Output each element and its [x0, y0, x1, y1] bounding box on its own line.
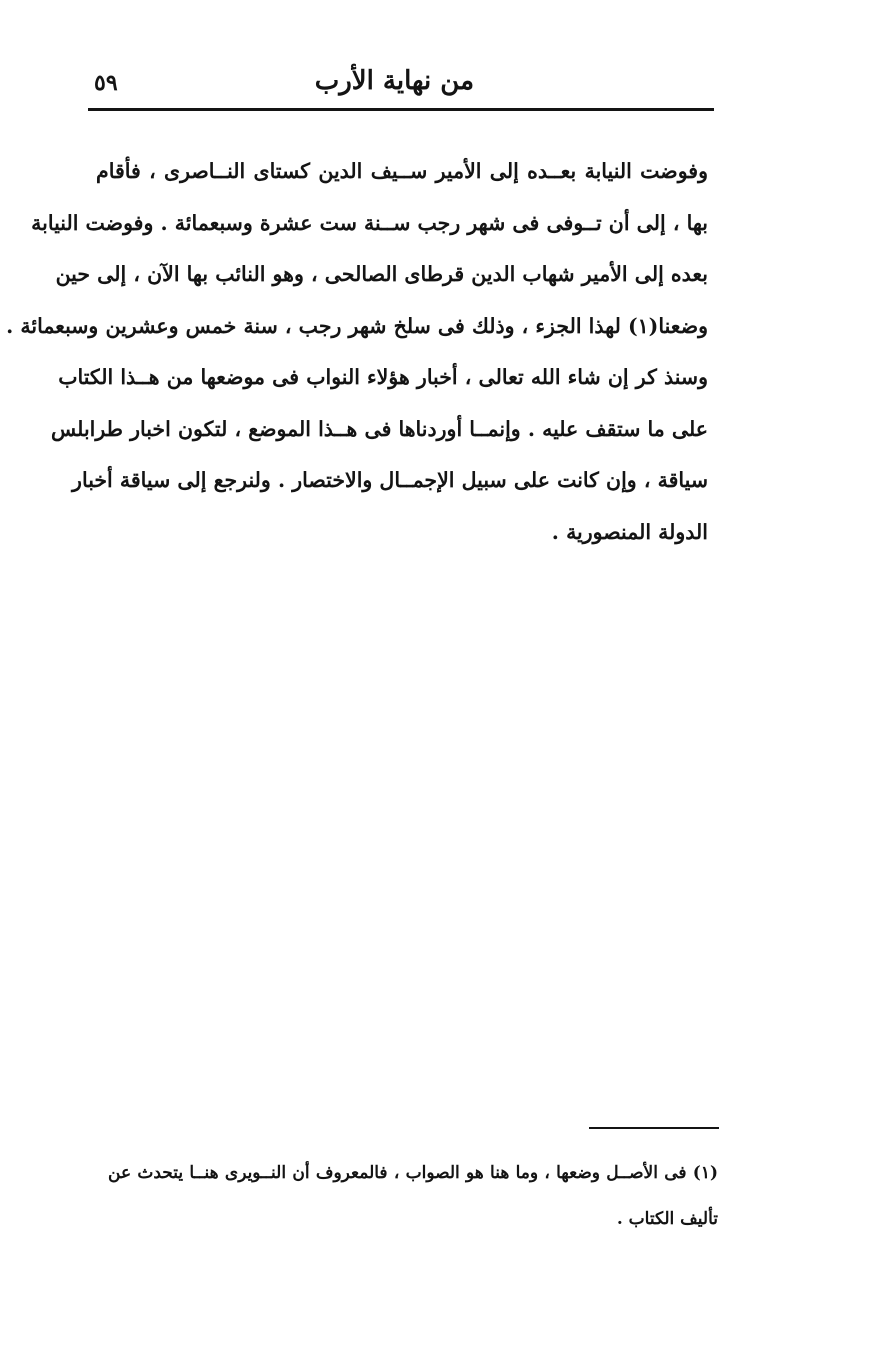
- running-title: من نهاية الأرب: [314, 66, 474, 96]
- main-text: [6, 146, 708, 558]
- text-line: بعده إلى الأمير شهاب الدين قرطاى الصالحى ، وهو النائب بها الآن ، إلى حين: [55, 262, 708, 286]
- footnote-rule: [589, 1127, 719, 1129]
- footnote-line: تأليف الكتاب .: [616, 1209, 718, 1229]
- running-header: [88, 62, 714, 106]
- text-line: وفوضت النيابة بعــده إلى الأمير ســيف الدين كستاى النــاصرى ، فأقام: [96, 159, 708, 183]
- text-line: سياقة ، وإن كانت على سبيل الإجمــال والاختصار . ولنرجع إلى سياقة أخبار: [72, 468, 708, 492]
- text-line: على ما ستقف عليه . وإنمــا أوردناها فى هــذا الموضع ، لتكون اخبار طرابلس: [51, 416, 708, 441]
- footnotes: [108, 1150, 718, 1242]
- text-line: وضعنا(١) لهذا الجزء ، وذلك فى سلخ شهر رجب ، سنة خمس وعشرين وسبعمائة .: [6, 313, 708, 338]
- text-line: وسنذ كر إن شاء الله تعالى ، أخبار هؤلاء النواب فى موضعها من هــذا الكتاب: [58, 365, 708, 389]
- text-line: الدولة المنصورية .: [551, 519, 708, 544]
- page-number: ٥٩: [94, 70, 118, 96]
- header-rule: [88, 108, 714, 111]
- footnote-line: (١) فى الأصــل وضعها ، وما هنا هو الصواب ، فالمعروف أن النــويرى هنــا يتحدث عن: [108, 1163, 718, 1183]
- text-line: بها ، إلى أن تــوفى فى شهر رجب ســنة ست عشرة وسبعمائة . وفوضت النيابة: [31, 210, 708, 235]
